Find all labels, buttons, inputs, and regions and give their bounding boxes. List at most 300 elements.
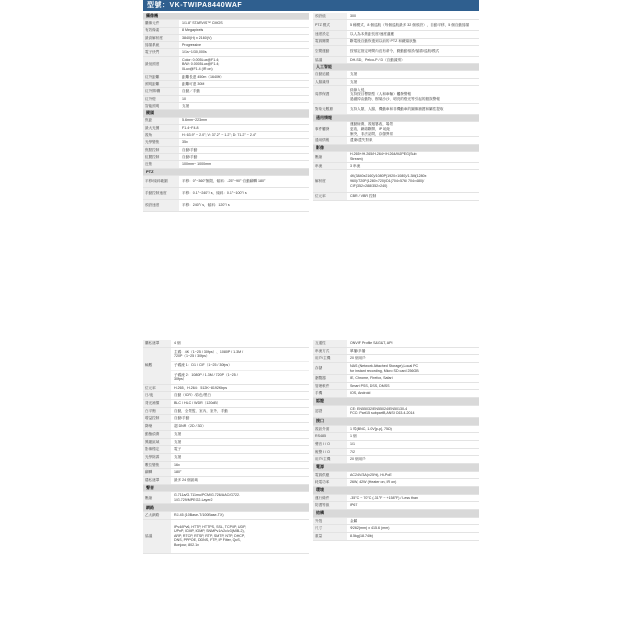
spec-value [179,28,309,34]
section-header [143,169,309,176]
spec-value-line: 支援 [350,72,358,77]
spec-row [143,348,309,385]
spec-label: 預設值 [313,13,347,19]
spec-label: 協議 [313,57,347,63]
spec-label: 近焦 [143,161,179,167]
spec-label: 用戶/主機 [313,456,347,463]
spec-value [179,57,309,73]
spec-row [143,385,309,393]
spec-label: 有效像素 [143,28,179,34]
spec-value-line: Progressive [182,43,201,48]
spec-row [313,472,479,480]
spec-row [143,125,309,132]
spec-value [179,81,309,87]
spec-value [179,35,309,41]
section-header [313,115,479,122]
spec-row [313,152,479,163]
spec-value-line: 子碼流 2：1080P / 1.3M / 720P（1~25 / [174,372,238,377]
spec-row [143,42,309,49]
spec-row [143,188,309,200]
spec-table-top-left [143,13,309,212]
spec-value-line: 平移：0°~360°無限，傾斜：-25°~90°·自動翻轉 180° [182,179,266,184]
section-title: 鏡頭 [146,110,154,116]
spec-row [313,406,479,418]
spec-value-line: -35°C ~ 70°C (-31°F ~ +158°F) / Less than [350,495,418,500]
spec-label: 人臉識別 [313,79,347,85]
spec-row [313,525,479,533]
spec-label: 視訊介面 [313,426,347,433]
spec-row [313,39,479,46]
spec-table-bottom-left [143,340,309,554]
spec-label: 最大光圈 [143,125,179,131]
spec-row [313,390,479,398]
spec-label: 自動追蹤 [313,71,347,77]
spec-value-line: 300 [350,13,356,18]
section-header [313,418,479,426]
spec-value-line: for instant recording, Micro SD card 256GB [350,368,419,373]
spec-table-bottom-right [313,340,479,541]
spec-value-line: 自動/手動 [174,416,190,421]
spec-row [313,533,479,541]
spec-row [313,433,479,441]
spec-row [143,462,309,470]
spec-row [313,104,479,115]
spec-value-line: 距離可達 30M [182,81,205,86]
spec-value-line: 1 個 [350,434,357,439]
spec-value-line: 子碼流 1：D1 / CIF（1~25 / 30fps） [174,363,232,368]
spec-label: 日/夜 [143,392,171,399]
spec-label: 聲音 I / O [313,441,347,448]
spec-value-line: 1/1 [350,441,355,446]
spec-value [347,163,479,169]
spec-value-line: ARP, RTCP, RTSP, RTP, SMTP, NTP, DHCP, [174,533,245,538]
spec-value [347,348,479,355]
spec-value [179,42,309,48]
spec-value [179,74,309,80]
spec-value-line: CE: EN55032/EN55024/EN50130-4 [350,406,408,411]
spec-value-line: CIF(352×288/352×240) [350,183,388,188]
spec-row [143,454,309,462]
spec-value [179,125,309,131]
section-title: 攝像機 [146,13,158,19]
spec-value [171,469,309,476]
spec-value-line: H: 63.9° ~ 2.0°; V: 37.2° ~ 1.2°; D: 71.2° ~ 2.4° [182,133,257,137]
spec-label: 手機 [313,390,347,397]
section-header [313,398,479,406]
spec-value-line: 以人為本焦距長度/速度適應 [350,32,395,37]
spec-label: 翻轉 [143,469,171,476]
spec-value-line: 7/2 [350,449,355,454]
spec-row [143,200,309,212]
spec-row [313,479,479,487]
spec-label: 背光補償 [143,400,171,407]
spec-row [313,363,479,375]
spec-row [313,426,479,434]
spec-label: 壓縮 [313,152,347,162]
spec-value-line: 超 DNR（2D / 3D） [174,424,206,429]
spec-value-line: 遺棄/遺失對象 [350,138,373,143]
spec-value [347,390,479,397]
spec-row [143,81,309,88]
spec-value-line: ONVIF Profile S&G&T, API [350,341,393,346]
spec-value [347,193,479,199]
spec-value-line: 單播/多播 [350,348,366,353]
section-title: PTZ [146,169,154,175]
spec-value [179,176,309,187]
spec-value-line: 距離長達 450m（1640ft） [182,74,224,79]
spec-value-line: 絆線入侵， [350,87,368,92]
spec-label: 對象元數據 [313,104,347,114]
spec-value-line: 支援 [174,439,182,444]
section-header [313,145,479,152]
spec-value-line: 平移：0.1°~240°/ s，傾斜：0.1°~100°/ s [182,191,247,196]
spec-label: 運行條件 [313,495,347,502]
spec-row [313,79,479,86]
section-header [313,510,479,518]
spec-value-line: 3 串流 [350,163,361,168]
section-title: 接口 [316,418,324,424]
spec-value-line: 主碼：4K（1~25 / 30fps）、1080P / 1.3M / [174,349,244,354]
spec-row [313,46,479,57]
spec-value [179,96,309,102]
spec-table-top-right [313,13,479,201]
spec-label: 壓縮 [143,492,171,503]
spec-row [313,495,479,503]
section-title: 影像 [316,144,324,150]
spec-value-line: 平移：240°/ s，傾斜：120°/ s [182,203,230,208]
spec-value-line: AC24V/3A(±25%), Hi-PoE [350,472,392,477]
spec-row [313,449,479,457]
spec-value [347,31,479,37]
spec-row [313,31,479,38]
spec-row [143,408,309,416]
spec-label: 乙太網路 [143,512,171,519]
spec-value-line: 自動/手動 [182,154,198,159]
spec-value [347,13,479,19]
spec-row [143,477,309,485]
spec-row [143,57,309,74]
spec-value-line: DNS, PPPOE, DDNS, FTP, IP Filter, QoS, [174,538,241,543]
spec-label: 重量 [313,533,347,540]
spec-row [143,139,309,146]
spec-value-line: H.265，H.264：512K~8192Kbps [174,385,228,390]
spec-value-line: 衝突，非法訪問，存儲異常 [350,131,394,136]
spec-row [143,147,309,154]
section-header [143,13,309,20]
spec-row [143,74,309,81]
spec-value-line: 自動/手動 [182,147,198,152]
spec-label: 最高解析度 [143,35,179,41]
spec-value [347,383,479,390]
spec-label: 降噪 [143,423,171,430]
spec-label: 事件觸發 [313,122,347,136]
spec-value [179,103,309,109]
spec-row [313,163,479,170]
spec-value [179,118,309,124]
spec-label: 興趣區域 [143,439,171,446]
spec-value-line: 更改，網絡斷開，IP 地址 [350,127,391,132]
spec-label: 攝像元件 [143,20,179,26]
spec-value-line: UPnP, ICMP, IGMP, SNMPv1/v2c/v3(MIB-2), [174,529,245,534]
spec-label: 位元率 [313,193,347,199]
spec-value [347,39,479,45]
spec-value [347,71,479,77]
section-title: 人工智能 [316,64,332,70]
spec-value-line: NAS (Network Attached Storage),Local PC [350,363,419,368]
spec-value [171,520,309,553]
spec-value-line: 過濾掉由動物、樹葉沙沙、明亮的燈光等引起的錯誤警報 [350,96,440,101]
spec-label: 電源供應 [313,472,347,479]
spec-value-line: 10 [182,96,186,101]
spec-label: 電源關閉 [313,39,347,45]
spec-value-line: 自動，全景監，室內，室外，手動 [174,408,228,413]
spec-value-line: CBR / VBR 控制 [350,194,377,199]
spec-label: 焦點控制 [143,147,179,153]
spec-value [179,200,309,211]
spec-label: 存儲 [313,363,347,374]
spec-label: 智能照明 [143,103,179,109]
spec-value [347,479,479,486]
spec-value-line: Stream) [350,156,363,161]
spec-value-line: 支持按目標類型（人和車輛）觸發警報 [350,92,412,97]
spec-label: 串流 [313,163,347,169]
spec-value-line: 8 Megapixels [182,28,204,33]
spec-value [171,492,309,503]
section-title: 通用情報 [316,115,332,121]
spec-value-line: 支援 [350,79,358,84]
spec-value-line: 4K(3840x2160)/1080P(1920×1080)/1.3M(1280x [350,174,427,179]
spec-value [347,46,479,56]
spec-value [179,139,309,145]
spec-value [171,340,309,347]
spec-value-line: F1.4~F4.8 [182,125,199,130]
spec-value [347,363,479,374]
spec-label: 通用情報 [313,137,347,143]
spec-value [347,495,479,502]
spec-value [347,375,479,382]
spec-value [171,385,309,392]
section-title: 網路 [146,504,154,510]
spec-value-line: 支持人類，人臉，機動車和非機動車的圖像捕獲和屬性提取 [350,106,444,111]
spec-value [347,122,479,136]
spec-value-line: 20 個用戶 [350,457,366,462]
spec-row [143,512,309,520]
spec-value [179,88,309,94]
spec-value-line: 支援 [174,454,182,459]
spec-value-line: IOS, Android [350,391,371,396]
spec-label: 尺寸 [313,525,347,532]
spec-value [179,154,309,160]
spec-value-line: 180° [174,470,182,475]
spec-value-line: 26W, 42W (Heater on, IR on) [350,480,397,485]
spec-row [313,348,479,356]
section-title: 聲音 [146,484,154,490]
spec-value [171,446,309,453]
spec-value-line: 4 個 [174,341,181,346]
spec-row [313,340,479,348]
spec-value [347,406,479,417]
spec-label: 光學變焦 [143,139,179,145]
spec-label: 手動控制速度 [143,188,179,199]
spec-value-line: 最多 24 個區域 [174,477,198,482]
section-header [143,504,309,512]
spec-value-line: 5.6mm~223mm [182,118,208,123]
spec-value [347,340,479,347]
spec-label: 耗電功率 [313,479,347,486]
spec-value-line: IP67 [350,503,358,508]
spec-value [347,472,479,479]
spec-label: 光學除霧 [143,454,171,461]
spec-row [143,103,309,110]
section-title: 認證 [316,398,324,404]
spec-row [143,415,309,423]
spec-label: 管理軟件 [313,383,347,390]
spec-value [347,57,479,63]
spec-value [171,348,309,384]
spec-label: 位元率 [143,385,171,392]
spec-value [347,170,479,192]
spec-row [313,518,479,526]
spec-row [313,502,479,510]
spec-value-line: 720P（1~25 / 30fps） [174,354,210,359]
spec-value-line: 支援 [174,431,182,436]
spec-value-line: 3840(H) x 2160(V) [182,35,212,40]
spec-label: 預設速度 [143,200,179,211]
spec-value [171,477,309,484]
section-title: 結構 [316,510,324,516]
spec-value [171,431,309,438]
spec-value [171,423,309,430]
section-title: 環境 [316,487,324,493]
spec-row [313,193,479,200]
spec-value [171,462,309,469]
section-title: 電源 [316,464,324,470]
spec-label: 視角 [143,132,179,138]
spec-value-line: G.711a/G.711mu/PCM/G.726/AAC/G722. [174,493,240,498]
spec-value-line: 自動（ICR）/彩色/黑白 [174,393,211,398]
model-title-bar [143,0,479,11]
spec-value [179,49,309,55]
spec-value [179,147,309,153]
spec-value-line: Color: 0.005Lux@F1.4; [182,57,220,62]
spec-value [171,392,309,399]
spec-label: 用戶/主機 [313,355,347,362]
spec-label: 最低照度 [143,57,179,73]
spec-row [143,340,309,348]
spec-value-line: 30fps） [174,377,187,382]
spec-label: 串流方式 [313,348,347,355]
spec-value [347,137,479,143]
spec-value-line: B/W: 0.0005Lux@F1.4; [182,62,220,67]
spec-value [347,426,479,433]
spec-label: 照明距離 [143,81,179,87]
spec-row [313,355,479,363]
spec-value [171,512,309,519]
spec-value-line: Φ262(mm) x 415.6 (mm) [350,526,390,531]
spec-row [143,132,309,139]
spec-row [143,400,309,408]
spec-value-line: IPv4/IPv6, HTTP, HTTPS, SSL, TCP/IP, UDP, [174,524,247,529]
spec-label: 增益控制 [143,415,171,422]
spec-value [347,456,479,463]
spec-value-line: Smart PSS, DSS, DMSS [350,383,390,388]
spec-subvalue [171,371,309,384]
spec-row [143,439,309,447]
spec-value [179,132,309,138]
spec-row [313,383,479,391]
spec-value-line: RJ-45 (10Base-T/100Base-TX) [174,513,224,518]
spec-row [313,375,479,383]
spec-row [143,161,309,168]
spec-value-line: 5 種模式，8 個巡航（每個巡航最多 32 個預設），自動平移，5 個自動掃描 [350,23,470,27]
spec-label: 焦距 [143,118,179,124]
spec-row [143,49,309,56]
spec-value [347,152,479,162]
spec-label: 互通性 [313,340,347,347]
spec-row [143,392,309,400]
spec-label: 影像穩定 [143,446,171,453]
model-title: 型號：VK-TWIPA8440WAF [147,2,243,9]
section-header [143,110,309,117]
spec-value [347,79,479,85]
spec-row [143,88,309,95]
spec-value [347,502,479,509]
spec-label: 報警 I / O [313,449,347,456]
spec-row [143,469,309,477]
spec-row [143,492,309,504]
spec-value [347,525,479,532]
spec-value-line: 1 埠(BNC, 1.0V[p-p], 75Ω) [350,426,392,431]
spec-value [179,188,309,199]
spec-label: 虹膜控制 [143,154,179,160]
spec-label: 紅外開/關 [143,88,179,94]
spec-label: PTZ 模式 [313,20,347,30]
spec-value [171,439,309,446]
spec-row [313,86,479,104]
section-header [313,487,479,495]
spec-row [143,520,309,554]
spec-value-line: 960)/720P(1280×720)/D1(704×576/ 704×480)/ [350,178,425,183]
spec-value-line: 35x [182,140,188,145]
spec-label: 紅外燈 [143,96,179,102]
spec-label: 隱私遮罩 [143,477,171,484]
spec-value-line: 1/1.8" STARVIS™ CMOS [182,21,223,26]
spec-value-line: 斷電後自動恢復到以前的 PTZ 和鏡頭狀態 [350,39,417,44]
spec-subvalue [171,362,309,371]
spec-row [313,441,479,449]
spec-value-line: IE, Chrome, Firefox, Safari [350,376,393,381]
spec-value [347,518,479,525]
spec-label: 瀏覽器 [313,375,347,382]
spec-value-line: 20 個用戶 [350,356,366,361]
spec-value [171,400,309,407]
spec-row [143,28,309,35]
spec-value-line: 按預定指定時間內沒有命令，勤動動預設/掃描/巡航/模式 [350,48,440,53]
spec-value-line: FCC: Part15 subpartB,ANSI C63.4-2014 [350,411,415,416]
spec-row [313,57,479,64]
spec-value [171,408,309,415]
spec-label: 電子快門 [143,49,179,55]
spec-label: 掃描系統 [143,42,179,48]
spec-value-line: 0Lux@F1.4 (IR on) [182,67,213,72]
spec-row [313,170,479,193]
spec-row [143,446,309,454]
spec-label: 外殼 [313,518,347,525]
spec-row [313,137,479,144]
spec-value-line: 8.5kg(18.74lb) [350,534,373,539]
spec-row [313,71,479,78]
spec-value [347,20,479,30]
